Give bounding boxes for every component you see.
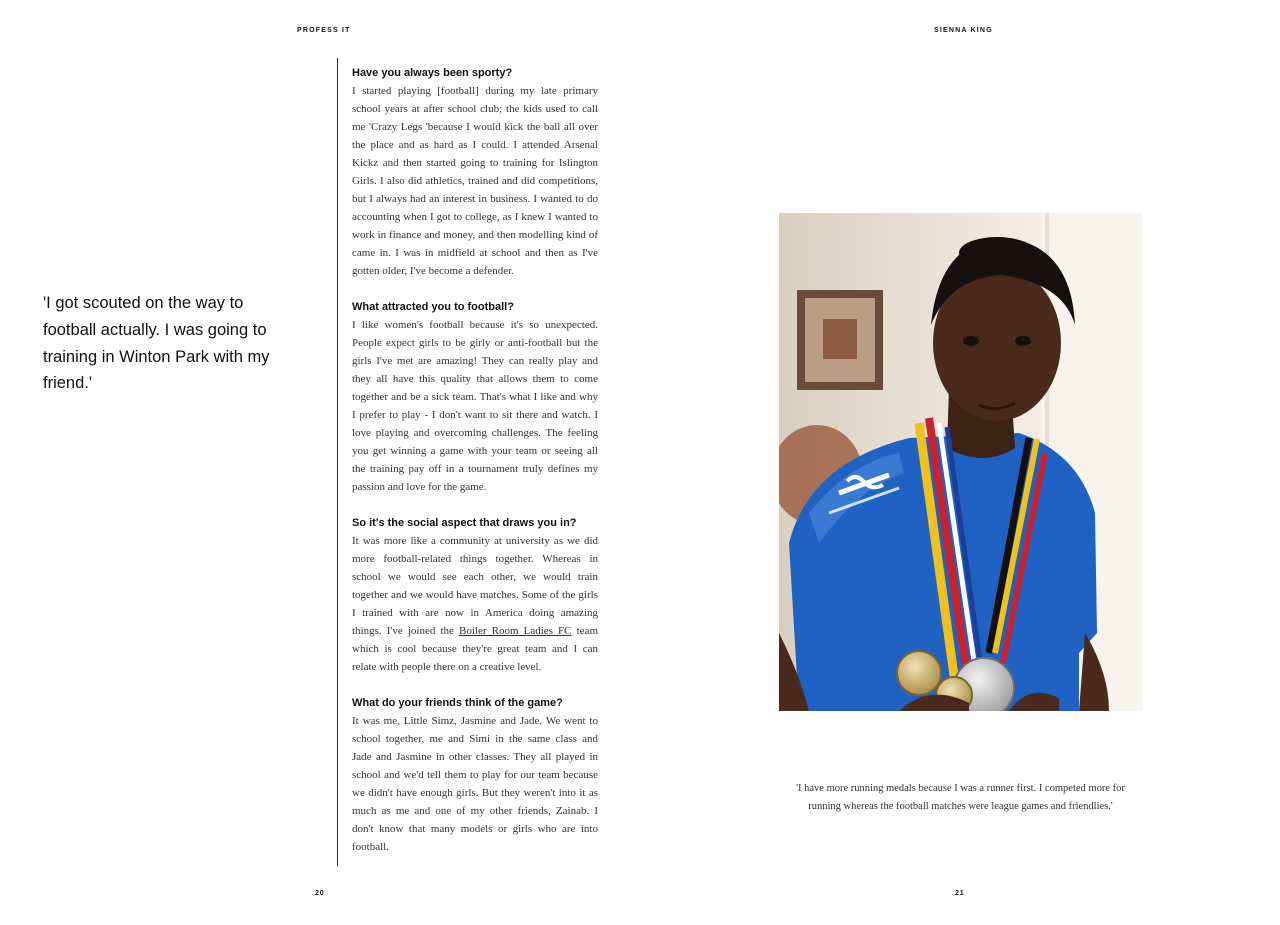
interview-question: What attracted you to football? (352, 301, 514, 313)
interview-question: What do your friends think of the game? (352, 697, 563, 709)
qa-block (352, 694, 598, 856)
column-rule (337, 58, 338, 866)
qa-block (352, 298, 598, 496)
interview-question: Have you always been sporty? (352, 67, 513, 79)
picture-art (823, 319, 857, 359)
portrait-photo (779, 213, 1142, 711)
running-head-left: PROFESS IT (297, 27, 351, 34)
interview-answer: I like women's football because it's so unexpected. People expect girls to be girly or anti-football but the girls I've met are amazing! They can really play and they all have this quality that allows them to come together and be a sick team. That's what I like and why I prefer to play - I don't want to sit there and watch. I love playing and overcoming challenges. The feeling you get winning a game with your team or seeing all the training pay off in a tournament truly defines my passion and love for the game. (352, 319, 598, 493)
interview-answer (352, 532, 598, 676)
answer-text: It was more like a community at university as we did more football-related things together. Whereas in school we would see each other, we would train together and we would have matches. Some of the girls I trained with are now in America doing amazing things. I've joined the (352, 535, 598, 637)
running-head-right: SIENNA KING (934, 27, 993, 34)
eye (1015, 336, 1031, 346)
interview-answer: It was me, Little Simz, Jasmine and Jade. We went to school together, me and Simi in the same class and Jade and Jasmine in other classes. They all played in school and we'd tell them to play for our team because we didn't have enough girls. But they weren't into it as much as me and one of my other friends, Zainab. I don't know that many models or girls who are into football. (352, 715, 598, 853)
pull-quote: 'I got scouted on the way to football actually. I was going to training in Winton Park with my friend.' (43, 294, 270, 393)
eye (963, 336, 979, 346)
photo-caption: 'I have more running medals because I was a runner first. I competed more for running whereas the football matches were league games and friendlies.' (796, 783, 1125, 812)
hair-bun (959, 237, 1035, 269)
medal (897, 651, 941, 695)
interview-column (352, 64, 598, 874)
answer-text: team which is cool because they're great team and I can relate with people there on a creative level. (352, 625, 598, 673)
interview-answer: I started playing [football] during my late primary school years at after school club; the kids used to call me 'Crazy Legs 'because I would kick the ball all over the place and as hard as I could. I attended Arsenal Kickz and then started going to training for Islington Girls. I also did athletics, trained and did competitions, but I always had an interest in business. I wanted to do accounting when I got to college, as I knew I wanted to work in finance and money, and then modelling kind of came in. I was in midfield at school and then as I've gotten older, I've become a defender. (352, 85, 598, 277)
boiler-room-link[interactable]: Boiler Room Ladies FC (459, 625, 572, 637)
qa-block (352, 514, 598, 676)
page-number-left: 20 (315, 890, 325, 897)
portrait-illustration (779, 213, 1142, 711)
interview-question: So it's the social aspect that draws you in? (352, 517, 577, 529)
qa-block (352, 64, 598, 280)
page-number-right: 21 (955, 890, 965, 897)
